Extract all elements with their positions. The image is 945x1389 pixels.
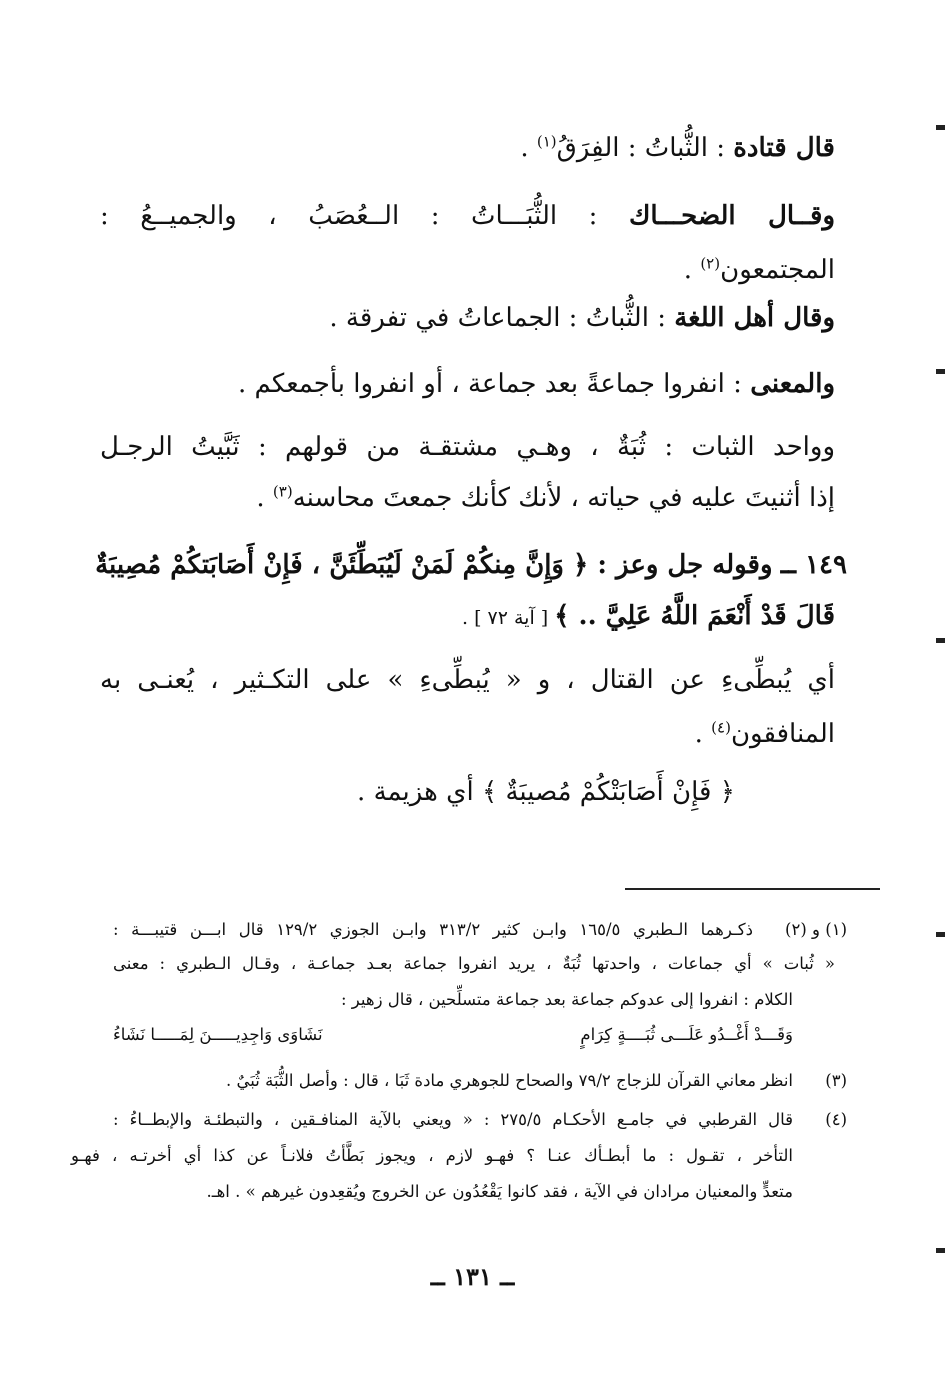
verse-ref: [ آية ٧٢ ] .	[461, 607, 555, 629]
line-verse-149	[97, 545, 847, 585]
footnote-line: قال القرطبي في جامـع الأحكـام ٢٧٥/٥ : « ويعني بالآية المنافـقين ، والتبطئـة والإبطــاءُ :	[113, 1110, 793, 1129]
line-end: .	[256, 483, 273, 513]
footnote-line: التأخر ، تقـول : ما أبطـأك عنـا ؟ فهـو لازم ، ويجوز بَطَّأتُ فلانـاً عن كذا أي أخرتـه ، فهـو	[71, 1146, 793, 1165]
line-end: .	[683, 255, 701, 285]
line-text: المجتمعون	[720, 255, 835, 285]
line-yubatti	[100, 660, 835, 700]
poem-hemistich-right: وَقَـــدْ أَغْــدُو عَلَـــى ثُبَــــةٍ كِرَامٍ	[580, 1025, 793, 1044]
footnote-ref: (٣)	[272, 482, 293, 501]
line-text: إذا أثنيتَ عليه في حياته ، لأنك كأنك جمعتَ محاسنه	[292, 483, 835, 513]
line-verse-cont	[100, 596, 835, 638]
footnote-number: (٤)	[825, 1110, 847, 1129]
footnote-number: (٣)	[825, 1071, 847, 1090]
line-meaning	[100, 364, 835, 404]
line-text: : انفروا جماعةً بعد جماعة ، أو انفروا بأجمعكم .	[238, 369, 751, 399]
speaker-label: وقــال الضحـــاك	[628, 201, 836, 231]
footnote-ref: (١)	[536, 132, 557, 151]
quran-quote: قَالَ قَدْ أَنْعَمَ اللَّهُ عَلِيَّ .. ﴾	[554, 601, 835, 631]
line-munafiqun	[100, 714, 835, 754]
edge-mark	[936, 638, 945, 643]
line-end: .	[520, 133, 537, 163]
quran-quote: وقوله جل وعز : ﴿ وَإِنَّ مِنكُمْ لَمَنْ لَيُبَطِّئَنَّ ، فَإِنْ أَصَابَتكُمْ مُصِيبَةٌ	[95, 550, 773, 580]
line-text: : الثُّباتُ : الفِرَقُ	[556, 133, 734, 163]
page-number: ــ ١٣١ ــ	[430, 1262, 515, 1291]
line-hazima	[135, 772, 735, 812]
line-text: : الثُّبَـــاتُ : الــعُصَبُ ، والجميــعُ :	[100, 201, 629, 231]
footnote-line: « ثُبات » أي جماعات ، واحدتها ثُبَةٌ ، يريد انفروا جماعة بعـد جماعـة ، وقـال الـطبري : معنى	[113, 954, 835, 973]
line-mujtamioun	[100, 250, 835, 290]
speaker-label: وقال أهل اللغة	[674, 303, 835, 333]
speaker-label: قال قتادة	[733, 133, 835, 163]
line-text: : الثُّباتُ : الجماعاتُ في تفرقة .	[329, 303, 675, 333]
item-number: ١٤٩ ــ	[780, 550, 847, 580]
edge-mark	[936, 125, 945, 130]
line-ahl-allugha	[100, 298, 835, 338]
footnote-line: متعدٍّ والمعنيان مرادان في الآية ، فقد كانوا يَقْعُدُون عن الخروج ويُقعِدون غيرهم » . اهـ.	[206, 1182, 793, 1201]
footnote-line: ذكـرهما الـطبري ١٦٥/٥ وابـن كثير ٣١٣/٢ وابـن الجوزي ١٢٩/٢ قال ابـــن قتيبـــة :	[113, 920, 753, 939]
line-qatada	[100, 128, 835, 168]
speaker-label: والمعنى	[750, 369, 835, 399]
edge-mark	[936, 369, 945, 374]
line-athnayta	[100, 478, 835, 518]
footnote-ref: (٢)	[700, 254, 721, 273]
poem-hemistich-left: نَشَاوَى وَاجِدِيـــــنَ لِمَـــــا نَشَاءُ	[113, 1025, 323, 1044]
edge-mark	[936, 1248, 945, 1253]
line-text: وواحد الثبات : ثُبَةٌ ، وهـي مشتقـة من قولهم : ثَبَّيتُ الرجـل	[100, 432, 835, 462]
poem-verse	[113, 1022, 793, 1048]
footnote-number: (١) و (٢)	[785, 920, 847, 939]
line-text: أي يُبطِّىءِ عن القتال ، و « يُبطِّىءِ » على التكـثير ، يُعنـى به	[100, 665, 835, 695]
line-dahhak	[100, 196, 835, 236]
line-end: .	[694, 719, 712, 749]
footnote-line: الكلام : انفروا إلى عدوكم جماعة بعد جماعة متسلِّحين ، قال زهير :	[341, 990, 793, 1009]
footnote-line: انظر معاني القرآن للزجاج ٧٩/٢ والصحاح للجوهري مادة ثَبَا ، قال : وأصل الثُّبَة ثُبَيٌ .	[226, 1071, 793, 1090]
footnote-separator	[625, 888, 880, 890]
line-wahid	[100, 427, 835, 467]
line-text: ﴿ فَإِنْ أَصَابَتْكُمْ مُصيبَةٌ ﴾ أي هزيمة .	[357, 777, 735, 807]
edge-mark	[936, 932, 945, 937]
line-text: المنافقون	[730, 719, 835, 749]
footnote-ref: (٤)	[711, 718, 731, 737]
